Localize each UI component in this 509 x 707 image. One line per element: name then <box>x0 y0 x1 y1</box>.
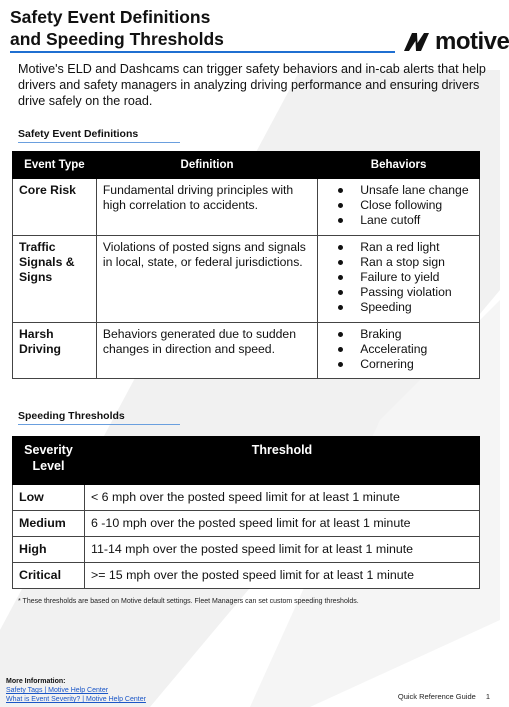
column-header: Behaviors <box>318 152 480 179</box>
severity-level-cell: High <box>13 537 85 563</box>
logo-wordmark: motive <box>435 28 509 55</box>
intro-paragraph: Motive's ELD and Dashcams can trigger safety behaviors and in-cab alerts that help drivers and safety managers in analyzing driving performance and ensuring drivers drive safely on the road. <box>18 62 486 109</box>
behaviors-cell <box>318 235 480 322</box>
severity-level-cell: Medium <box>13 511 85 537</box>
event-type-cell: Traffic Signals & Signs <box>13 235 97 322</box>
table-row <box>13 537 480 563</box>
list-item: Passing violation <box>338 285 474 300</box>
threshold-cell: 11-14 mph over the posted speed limit for at least 1 minute <box>84 537 479 563</box>
title-underline <box>10 51 395 53</box>
list-item: Ran a stop sign <box>338 255 474 270</box>
column-header: Definition <box>96 152 317 179</box>
definition-cell: Violations of posted signs and signals in local, state, or federal jurisdictions. <box>96 235 317 322</box>
behaviors-cell <box>318 322 480 379</box>
page-footer <box>398 692 490 701</box>
threshold-cell: < 6 mph over the posted speed limit for at least 1 minute <box>84 485 479 511</box>
page-title <box>10 7 270 50</box>
table-header-row <box>13 152 480 179</box>
motive-logo <box>402 29 509 55</box>
events-section-title: Safety Event Definitions <box>18 128 139 140</box>
behaviors-list <box>324 240 474 316</box>
safety-tags-link[interactable]: Safety Tags | Motive Help Center <box>6 687 109 694</box>
list-item: Accelerating <box>338 342 474 357</box>
speeding-thresholds-table <box>12 436 480 589</box>
severity-level-cell: Critical <box>13 563 85 589</box>
threshold-cell: >= 15 mph over the posted speed limit for at least 1 minute <box>84 563 479 589</box>
events-section-underline <box>18 142 180 143</box>
table-row <box>13 322 480 379</box>
list-item: Braking <box>338 327 474 342</box>
footnote: * These thresholds are based on Motive default settings. Fleet Managers can set custom speeding thresholds. <box>18 598 359 605</box>
more-information-block <box>6 677 146 704</box>
speeding-section-title: Speeding Thresholds <box>18 410 125 422</box>
table-row <box>13 179 480 236</box>
motive-logo-icon <box>402 31 436 53</box>
more-information-title: More Information: <box>6 678 66 685</box>
safety-events-table <box>12 151 480 379</box>
column-header: Event Type <box>13 152 97 179</box>
table-row <box>13 485 480 511</box>
table-row <box>13 511 480 537</box>
list-item: Speeding <box>338 300 474 315</box>
list-item: Lane cutoff <box>338 213 474 228</box>
table-row <box>13 563 480 589</box>
page-number: 1 <box>485 692 490 701</box>
table-header-row <box>13 437 480 485</box>
guide-label: Quick Reference Guide <box>397 692 476 701</box>
severity-level-cell: Low <box>13 485 85 511</box>
event-severity-link[interactable]: What is Event Severity? | Motive Help Center <box>6 696 146 703</box>
list-item: Ran a red light <box>338 240 474 255</box>
event-type-cell: Core Risk <box>13 179 97 236</box>
speeding-section-underline <box>18 424 180 425</box>
behaviors-list <box>324 183 474 229</box>
threshold-cell: 6 -10 mph over the posted speed limit for at least 1 minute <box>84 511 479 537</box>
column-header: Threshold <box>84 437 479 485</box>
list-item: Failure to yield <box>338 270 474 285</box>
definition-cell: Behaviors generated due to sudden changes in direction and speed. <box>96 322 317 379</box>
definition-cell: Fundamental driving principles with high correlation to accidents. <box>96 179 317 236</box>
title-line-1: Safety Event Definitions <box>10 7 211 27</box>
event-type-cell: Harsh Driving <box>13 322 97 379</box>
list-item: Unsafe lane change <box>338 183 474 198</box>
behaviors-cell <box>318 179 480 236</box>
list-item: Close following <box>338 198 474 213</box>
list-item: Cornering <box>338 357 474 372</box>
column-header: Severity Level <box>13 437 85 485</box>
title-line-2: and Speeding Thresholds <box>10 28 224 49</box>
table-row <box>13 235 480 322</box>
behaviors-list <box>324 327 474 373</box>
